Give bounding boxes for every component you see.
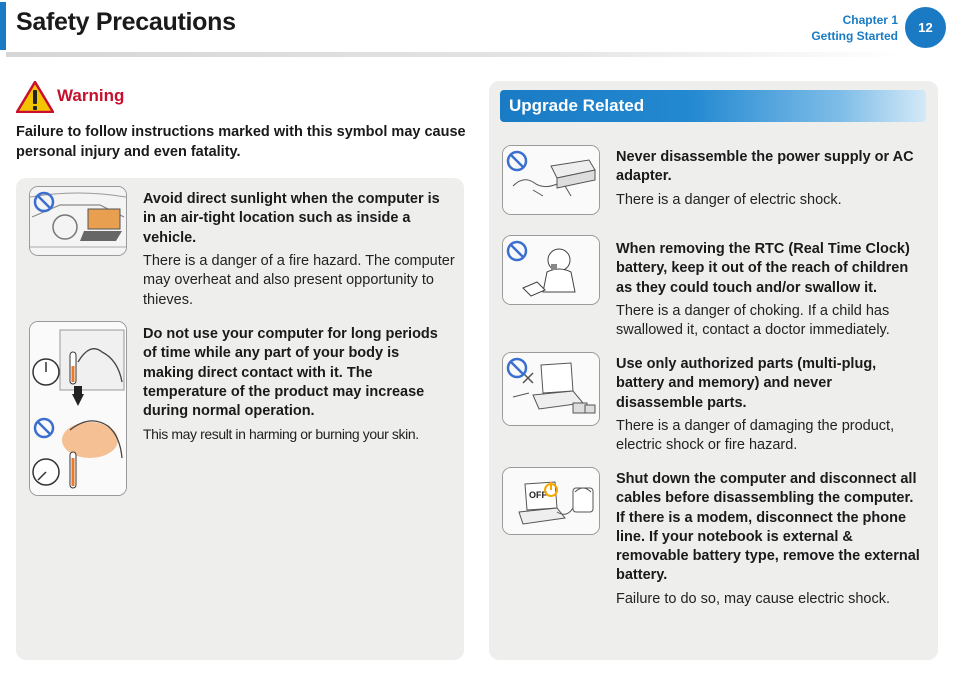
warning-description: Failure to follow instructions marked with this symbol may cause personal injury and even fatality.	[16, 124, 466, 160]
chapter-info	[811, 12, 898, 44]
left-item-1-title: Avoid direct sunlight when the computer is in an air-tight location such as inside a vehicle.	[143, 191, 440, 246]
right-item-4-body: Failure to do so, may cause electric shock.	[616, 591, 891, 607]
shutdown-illustration	[502, 467, 600, 535]
section-title: Upgrade Related	[509, 96, 645, 115]
right-item-3-body: There is a danger of damaging the product, electric shock or fire hazard.	[616, 418, 895, 454]
page-title: Safety Precautions	[16, 8, 236, 36]
header-accent-bar	[0, 2, 6, 50]
car-sunlight-illustration	[29, 186, 127, 256]
page-number-badge: 12	[905, 7, 946, 48]
car-sunlight-icon	[30, 187, 126, 255]
laptop-parts-icon	[503, 353, 599, 425]
warning-triangle-icon	[16, 81, 54, 113]
ac-adapter-icon	[503, 146, 599, 214]
right-item-1-body: There is a danger of electric shock.	[616, 192, 842, 208]
child-battery-icon	[503, 236, 599, 304]
right-item-2-body: There is a danger of choking. If a child has swallowed it, contact a doctor immediately.	[616, 303, 890, 339]
off-label: OFF	[529, 490, 547, 500]
section-label: Getting Started	[811, 29, 898, 43]
body-contact-illustration	[29, 321, 127, 496]
left-item-2-title: Do not use your computer for long periods of time while any part of your body is making direct contact with it. The temperature of the product may increase during normal operation.	[143, 326, 438, 420]
authorized-parts-illustration	[502, 352, 600, 426]
section-header-upgrade	[500, 90, 926, 122]
chapter-label: Chapter 1	[842, 13, 898, 27]
hand-heat-icon	[30, 322, 126, 495]
child-battery-illustration	[502, 235, 600, 305]
right-item-1-title: Never disassemble the power supply or AC adapter.	[616, 149, 914, 185]
warning-label: Warning	[57, 86, 125, 105]
left-item-2-body: This may result in harming or burning your skin.	[143, 426, 419, 442]
right-item-2-title: When removing the RTC (Real Time Clock) battery, keep it out of the reach of children as they could touch and/or swallow it.	[616, 241, 910, 296]
adapter-illustration	[502, 145, 600, 215]
right-item-4-title: Shut down the computer and disconnect all cables before disassembling the computer. If there is a modem, disconnect the phone line. If your notebook is external & removable battery type, remove the external battery.	[616, 471, 920, 584]
left-item-1-body: There is a danger of a fire hazard. The computer may overheat and also present opportunity to thieves.	[143, 253, 455, 308]
header-divider	[6, 52, 906, 57]
laptop-off-icon	[503, 468, 599, 534]
right-item-3-title: Use only authorized parts (multi-plug, battery and memory) and never disassemble parts.	[616, 356, 877, 411]
